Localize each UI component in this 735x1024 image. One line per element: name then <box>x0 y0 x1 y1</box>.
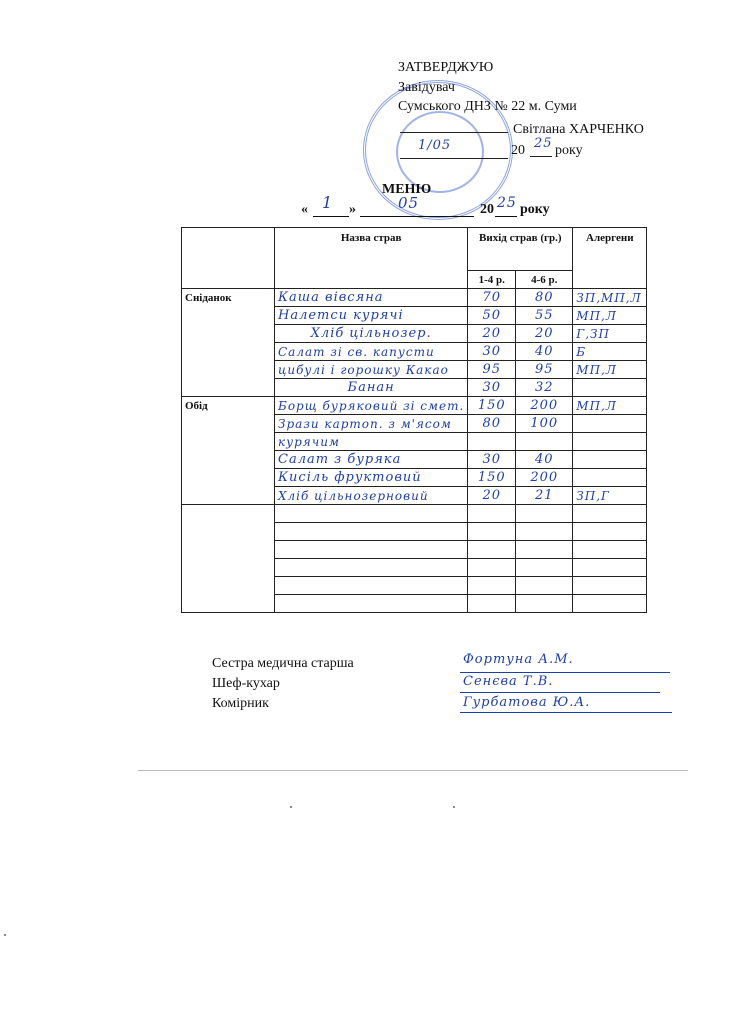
date-year-suffix: року <box>520 202 550 217</box>
yield-young: 70 <box>468 289 516 307</box>
yield-old: 32 <box>516 379 573 397</box>
allergens: ЗП,МП,Л <box>573 289 647 307</box>
dish-name: Зрази картоп. з м'ясом <box>275 415 468 433</box>
allergens <box>573 433 647 451</box>
menu-table <box>181 227 647 613</box>
dish-name: Борщ буряковий зі смет. <box>275 397 468 415</box>
yield-old: 95 <box>516 361 573 379</box>
date-year-prefix: 20 <box>480 202 494 217</box>
empty-cell <box>468 595 516 613</box>
allergens <box>573 469 647 487</box>
page-divider <box>138 770 688 771</box>
approval-organization: Сумського ДНЗ № 22 м. Суми <box>398 99 577 114</box>
empty-cell <box>516 523 573 541</box>
header-dish: Назва страв <box>275 228 468 289</box>
date-close-quote: » <box>349 202 356 217</box>
yield-old: 21 <box>516 487 573 505</box>
yield-old: 100 <box>516 415 573 433</box>
empty-cell <box>468 541 516 559</box>
allergens: ЗП,Г <box>573 487 647 505</box>
yield-young: 30 <box>468 451 516 469</box>
yield-young: 95 <box>468 361 516 379</box>
header-yield-old: 4-6 р. <box>516 271 573 289</box>
date-month-handwritten: 05 <box>398 194 420 212</box>
yield-young: 30 <box>468 379 516 397</box>
date-day-line <box>313 216 349 217</box>
nurse-signature: Фортуна А.М. <box>463 652 574 667</box>
dish-name: Хліб цільнозерновий <box>275 487 468 505</box>
meal-breakfast-label: Сніданок <box>182 289 275 397</box>
date-month-line <box>360 216 474 217</box>
allergens: МП,Л <box>573 307 647 325</box>
empty-cell <box>275 577 468 595</box>
dish-name: Каша вівсяна <box>275 289 468 307</box>
empty-cell <box>573 595 647 613</box>
page-title: МЕНЮ <box>382 182 432 197</box>
dish-name: курячим <box>275 433 468 451</box>
empty-cell <box>275 595 468 613</box>
empty-cell <box>468 523 516 541</box>
approval-date-line <box>400 158 508 159</box>
allergens: Б <box>573 343 647 361</box>
table-row-empty <box>182 505 647 523</box>
header-yield: Вихід страв (гр.) <box>468 228 573 271</box>
allergens <box>573 379 647 397</box>
storekeeper-signature: Гурбатова Ю.А. <box>463 695 591 710</box>
empty-cell <box>573 577 647 595</box>
chef-signature: Сенєва Т.В. <box>463 674 554 689</box>
yield-young <box>468 433 516 451</box>
empty-cell <box>516 541 573 559</box>
date-year-line <box>495 216 517 217</box>
empty-cell <box>275 523 468 541</box>
header-meal <box>182 228 275 289</box>
yield-young: 150 <box>468 397 516 415</box>
approval-name: Світлана ХАРЧЕНКО <box>513 122 644 137</box>
yield-young: 30 <box>468 343 516 361</box>
empty-cell <box>573 559 647 577</box>
yield-old: 80 <box>516 289 573 307</box>
allergens: Г,ЗП <box>573 325 647 343</box>
allergens <box>573 415 647 433</box>
scan-speck <box>453 806 455 808</box>
yield-young: 50 <box>468 307 516 325</box>
approval-role: Завідувач <box>398 80 455 95</box>
dish-name: Банан <box>275 379 468 397</box>
storekeeper-label: Комірник <box>212 696 269 711</box>
yield-old: 40 <box>516 343 573 361</box>
scan-speck <box>4 934 6 936</box>
meal-empty-label <box>182 505 275 613</box>
empty-cell <box>468 505 516 523</box>
yield-young: 150 <box>468 469 516 487</box>
approval-signature-line <box>400 132 508 133</box>
dish-name: Салат зі св. капусти <box>275 343 468 361</box>
empty-cell <box>573 523 647 541</box>
empty-cell <box>468 577 516 595</box>
date-open-quote: « <box>301 202 308 217</box>
yield-young: 20 <box>468 487 516 505</box>
empty-cell <box>516 505 573 523</box>
dish-name: Салат з буряка <box>275 451 468 469</box>
approval-title: ЗАТВЕРДЖУЮ <box>398 60 494 75</box>
yield-old: 20 <box>516 325 573 343</box>
nurse-label: Сестра медична старша <box>212 656 354 671</box>
date-day-handwritten: 1 <box>322 193 334 212</box>
empty-cell <box>573 505 647 523</box>
dish-name: Налетси курячі <box>275 307 468 325</box>
approval-year-suffix: року <box>555 143 583 158</box>
empty-cell <box>516 559 573 577</box>
header-allergens: Алергени <box>573 228 647 289</box>
storekeeper-signature-line <box>460 712 672 713</box>
empty-cell <box>516 577 573 595</box>
allergens <box>573 451 647 469</box>
nurse-signature-line <box>460 672 670 673</box>
meal-lunch-label: Обід <box>182 397 275 505</box>
dish-name: Кисіль фруктовий <box>275 469 468 487</box>
yield-young: 80 <box>468 415 516 433</box>
empty-cell <box>275 559 468 577</box>
yield-old: 40 <box>516 451 573 469</box>
empty-cell <box>516 595 573 613</box>
table-row <box>182 397 647 415</box>
allergens: МП,Л <box>573 397 647 415</box>
scan-speck <box>290 806 292 808</box>
dish-name: цибулі і горошку Какао <box>275 361 468 379</box>
dish-name: Хліб цільнозер. <box>275 325 468 343</box>
yield-young: 20 <box>468 325 516 343</box>
empty-cell <box>275 505 468 523</box>
approval-year-handwritten: 25 <box>534 136 553 151</box>
chef-label: Шеф-кухар <box>212 676 280 691</box>
yield-old: 200 <box>516 397 573 415</box>
chef-signature-line <box>460 692 660 693</box>
yield-old: 55 <box>516 307 573 325</box>
date-year-handwritten: 25 <box>497 195 517 211</box>
table-row <box>182 289 647 307</box>
yield-old <box>516 433 573 451</box>
empty-cell <box>573 541 647 559</box>
header-yield-young: 1-4 р. <box>468 271 516 289</box>
empty-cell <box>275 541 468 559</box>
approval-year-prefix: 20 <box>511 143 525 158</box>
yield-old: 200 <box>516 469 573 487</box>
empty-cell <box>468 559 516 577</box>
allergens: МП,Л <box>573 361 647 379</box>
approval-date-handwritten: 1/05 <box>418 138 452 153</box>
approval-year-line <box>530 156 552 157</box>
